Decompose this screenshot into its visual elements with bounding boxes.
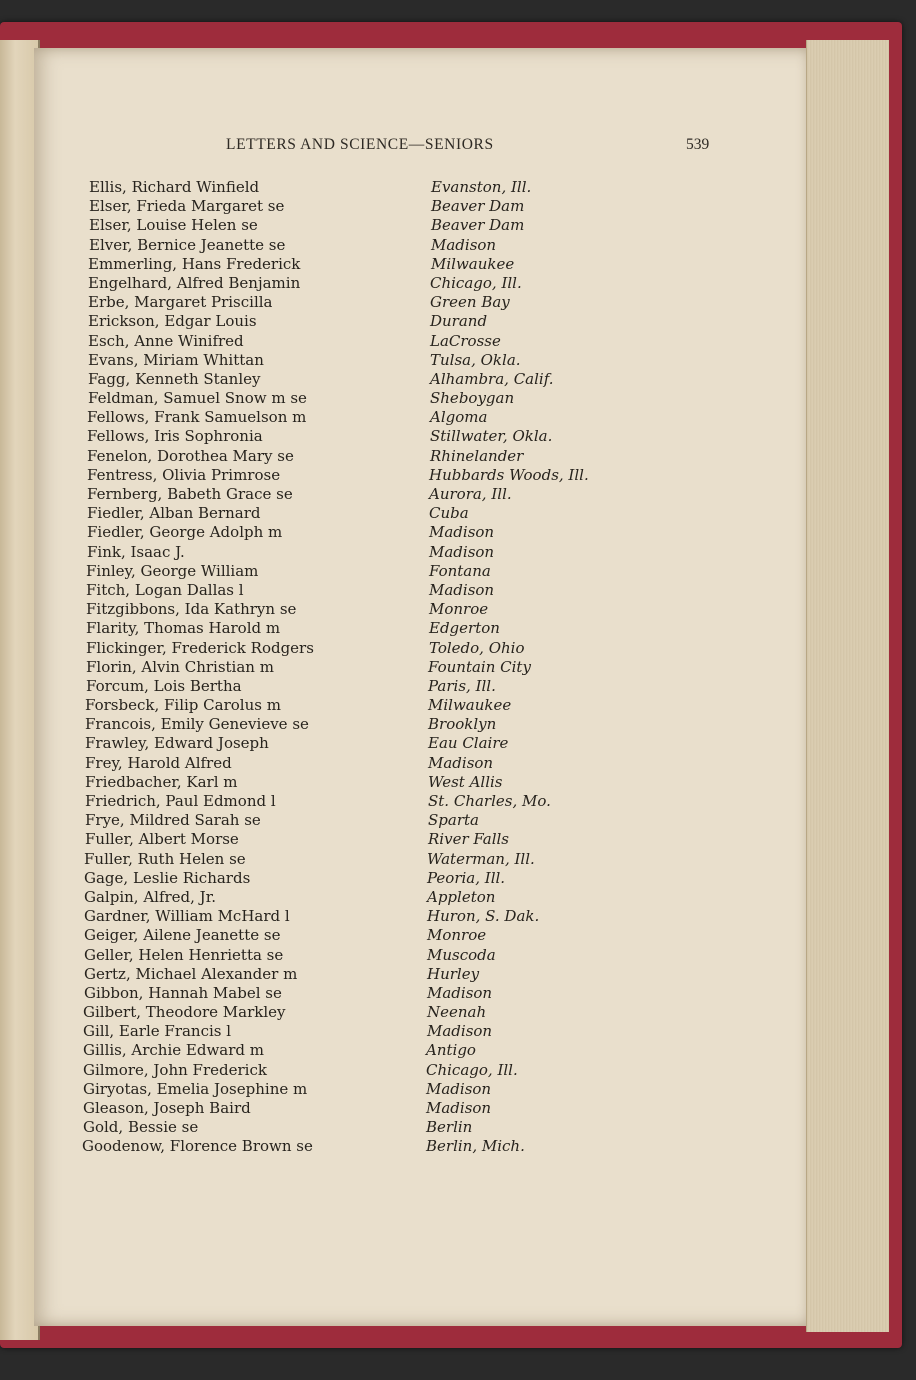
student-name: Fuller, Albert Morse <box>85 830 239 849</box>
hometown: Algoma <box>430 408 488 427</box>
student-name: Gilmore, John Frederick <box>83 1060 267 1079</box>
running-head <box>0 136 916 156</box>
hometown: Peoria, Ill. <box>427 868 506 887</box>
hometown: Monroe <box>427 926 487 945</box>
student-name: Fitch, Logan Dallas l <box>86 580 244 599</box>
student-name: Frey, Harold Alfred <box>85 753 232 772</box>
list-item <box>0 351 916 370</box>
hometown: Milwaukee <box>428 696 512 715</box>
hometown: Madison <box>427 983 493 1002</box>
list-item <box>0 447 916 466</box>
student-name: Fellows, Iris Sophronia <box>87 427 263 446</box>
hometown: Berlin <box>426 1118 473 1137</box>
list-item <box>0 466 916 485</box>
student-name: Fellows, Frank Samuelson m <box>87 408 307 427</box>
student-name: Fentress, Olivia Primrose <box>87 465 281 484</box>
student-name: Elser, Louise Helen se <box>89 216 258 235</box>
list-item <box>0 562 916 581</box>
hometown: Waterman, Ill. <box>427 849 535 868</box>
hometown: Stillwater, Okla. <box>430 427 553 446</box>
hometown: Monroe <box>429 600 489 619</box>
hometown: Hubbards Woods, Ill. <box>429 465 589 484</box>
hometown: Hurley <box>427 964 480 983</box>
student-name: Gillis, Archie Edward m <box>83 1041 265 1060</box>
list-item <box>0 312 916 331</box>
list-item <box>0 677 916 696</box>
list-item <box>0 543 916 562</box>
student-name: Geller, Helen Henrietta se <box>84 945 284 964</box>
student-name: Gold, Bessie se <box>83 1118 199 1137</box>
list-item <box>0 370 916 389</box>
student-name: Elser, Frieda Margaret se <box>89 197 285 216</box>
list-item <box>0 216 916 235</box>
list-item <box>0 965 916 984</box>
list-item <box>0 1061 916 1080</box>
list-item <box>0 581 916 600</box>
hometown: Fontana <box>429 561 491 580</box>
student-name: Gibbon, Hannah Mabel se <box>84 983 282 1002</box>
student-name: Fenelon, Dorothea Mary se <box>87 446 294 465</box>
student-name: Erickson, Edgar Louis <box>88 312 257 331</box>
student-name: Evans, Miriam Whittan <box>88 350 264 369</box>
list-item <box>0 850 916 869</box>
hometown: Madison <box>429 580 495 599</box>
list-item <box>0 504 916 523</box>
list-item <box>0 946 916 965</box>
hometown: Toledo, Ohio <box>429 638 525 657</box>
list-item <box>0 600 916 619</box>
student-name: Fiedler, Alban Bernard <box>87 504 261 523</box>
list-item <box>0 427 916 446</box>
student-name: Elver, Bernice Jeanette se <box>89 235 286 254</box>
hometown: Madison <box>429 542 495 561</box>
list-item <box>0 332 916 351</box>
student-name: Fagg, Kenneth Stanley <box>88 369 261 388</box>
hometown: Beaver Dam <box>431 216 525 235</box>
hometown: Durand <box>430 312 488 331</box>
list-item <box>0 236 916 255</box>
student-name: Emmerling, Hans Frederick <box>88 254 301 273</box>
student-name: Gardner, William McHard l <box>84 907 290 926</box>
student-name: Gage, Leslie Richards <box>84 868 251 887</box>
list-item <box>0 639 916 658</box>
list-item <box>0 869 916 888</box>
hometown: Berlin, Mich. <box>426 1137 525 1156</box>
hometown: Appleton <box>427 887 496 906</box>
hometown: Muscoda <box>427 945 496 964</box>
list-item <box>0 907 916 926</box>
hometown: Madison <box>431 235 497 254</box>
list-item <box>0 926 916 945</box>
list-item <box>0 1118 916 1137</box>
list-item <box>0 811 916 830</box>
student-name: Francois, Emily Genevieve se <box>85 715 309 734</box>
student-name: Flickinger, Frederick Rodgers <box>86 638 314 657</box>
list-item <box>0 523 916 542</box>
student-name: Galpin, Alfred, Jr. <box>84 887 216 906</box>
student-name: Friedbacher, Karl m <box>85 772 238 791</box>
page-number: 539 <box>686 136 710 153</box>
hometown: Eau Claire <box>428 734 509 753</box>
hometown: Paris, Ill. <box>428 676 496 695</box>
student-name: Ellis, Richard Winfield <box>89 178 260 196</box>
list-item <box>0 1003 916 1022</box>
list-item <box>0 715 916 734</box>
list-item <box>0 984 916 1003</box>
student-name: Engelhard, Alfred Benjamin <box>88 273 301 292</box>
student-name: Finley, George William <box>86 561 259 580</box>
list-item <box>0 792 916 811</box>
list-item <box>0 888 916 907</box>
hometown: Edgerton <box>429 619 500 638</box>
hometown: Aurora, Ill. <box>429 485 512 503</box>
list-item <box>0 1099 916 1118</box>
hometown: Cuba <box>429 504 469 523</box>
list-item <box>0 773 916 792</box>
student-name: Fernberg, Babeth Grace se <box>87 485 293 503</box>
student-name: Flarity, Thomas Harold m <box>86 619 281 638</box>
student-name: Goodenow, Florence Brown se <box>82 1137 313 1156</box>
hometown: Tulsa, Okla. <box>430 350 521 369</box>
student-name: Frawley, Edward Joseph <box>85 734 269 753</box>
hometown: Sheboygan <box>430 389 515 408</box>
hometown: River Falls <box>428 830 510 849</box>
list-item <box>0 830 916 849</box>
list-item <box>0 389 916 408</box>
hometown: Madison <box>429 523 495 542</box>
student-name: Giryotas, Emelia Josephine m <box>83 1079 308 1098</box>
hometown: Alhambra, Calif. <box>430 369 554 388</box>
hometown: Antigo <box>426 1041 476 1060</box>
list-item <box>0 178 916 197</box>
student-name: Fiedler, George Adolph m <box>87 523 283 542</box>
list-item <box>0 734 916 753</box>
list-item <box>0 1041 916 1060</box>
list-item <box>0 658 916 677</box>
list-item <box>0 255 916 274</box>
student-list <box>0 178 916 1157</box>
list-item <box>0 696 916 715</box>
student-name: Erbe, Margaret Priscilla <box>88 293 273 312</box>
student-name: Forsbeck, Filip Carolus m <box>85 696 281 715</box>
list-item <box>0 754 916 773</box>
list-item <box>0 1137 916 1156</box>
hometown: Fountain City <box>428 657 531 676</box>
hometown: Milwaukee <box>431 254 515 273</box>
hometown: Neenah <box>427 1003 487 1022</box>
list-item <box>0 485 916 504</box>
list-item <box>0 1080 916 1099</box>
page-title: LETTERS AND SCIENCE—SENIORS <box>226 136 494 153</box>
hometown: Green Bay <box>430 293 510 312</box>
hometown: Brooklyn <box>428 715 497 734</box>
hometown: Chicago, Ill. <box>430 273 522 292</box>
student-name: Friedrich, Paul Edmond l <box>85 792 276 810</box>
hometown: Huron, S. Dak. <box>427 907 540 926</box>
hometown: St. Charles, Mo. <box>428 792 551 810</box>
student-name: Forcum, Lois Bertha <box>86 676 242 695</box>
list-item <box>0 197 916 216</box>
list-item <box>0 293 916 312</box>
hometown: Madison <box>426 1079 492 1098</box>
list-item <box>0 408 916 427</box>
student-name: Feldman, Samuel Snow m se <box>88 389 307 408</box>
student-name: Gleason, Joseph Baird <box>83 1099 251 1117</box>
hometown: Madison <box>428 753 494 772</box>
student-name: Gilbert, Theodore Markley <box>83 1003 286 1022</box>
hometown: LaCrosse <box>430 331 501 350</box>
hometown: Madison <box>427 1022 493 1041</box>
list-item <box>0 1022 916 1041</box>
hometown: Chicago, Ill. <box>426 1060 518 1079</box>
student-name: Fitzgibbons, Ida Kathryn se <box>86 600 297 619</box>
hometown: Evanston, Ill. <box>431 178 532 196</box>
student-name: Esch, Anne Winifred <box>88 331 244 350</box>
hometown: West Allis <box>428 772 503 791</box>
student-name: Gill, Earle Francis l <box>83 1022 232 1041</box>
hometown: Sparta <box>428 811 479 830</box>
list-item <box>0 619 916 638</box>
student-name: Geiger, Ailene Jeanette se <box>84 926 281 945</box>
hometown: Beaver Dam <box>431 197 525 216</box>
student-name: Fink, Isaac J. <box>87 542 185 561</box>
hometown: Rhinelander <box>430 446 524 465</box>
list-item <box>0 274 916 293</box>
student-name: Florin, Alvin Christian m <box>86 657 274 676</box>
student-name: Frye, Mildred Sarah se <box>85 811 261 830</box>
student-name: Fuller, Ruth Helen se <box>84 849 246 868</box>
hometown: Madison <box>426 1099 492 1117</box>
student-name: Gertz, Michael Alexander m <box>84 964 298 983</box>
